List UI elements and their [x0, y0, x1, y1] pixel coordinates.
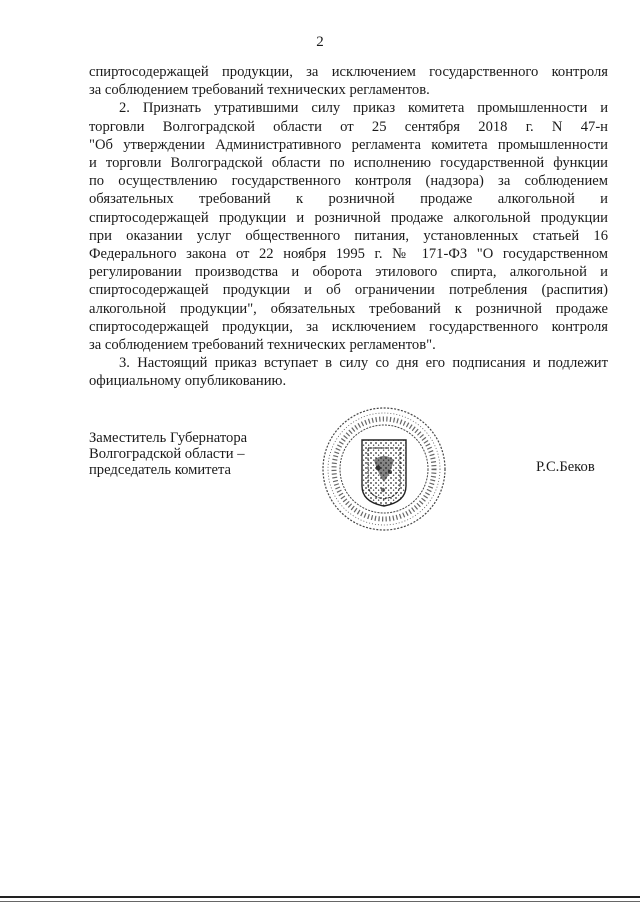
body-line: спиртосодержащей продукции, за исключением государственного контроля	[89, 64, 608, 80]
body-line: 3. Настоящий приказ вступает в силу со дня его подписания и подлежит	[119, 355, 608, 372]
body-line: Федерального закона от 22 ноября 1995 г. № 171-ФЗ "О государственном	[89, 246, 608, 263]
bottom-scan-edge-inner	[0, 901, 640, 902]
body-line: и торговли Волгоградской области по исполнению государственной функции	[89, 155, 608, 172]
body-line: 2. Признать утратившими силу приказ комитета промышленности и	[119, 100, 608, 117]
body-line: "Об утверждении Административного регламента комитета промышленности	[89, 136, 608, 153]
signatory-position-line: Волгоградской области –	[89, 446, 245, 462]
signatory-name: Р.С.Беков	[536, 459, 595, 475]
official-seal-icon	[320, 402, 448, 536]
body-line: спиртосодержащей продукции, за исключением государственного контроля	[89, 318, 608, 335]
body-line: официальному опубликованию.	[89, 373, 287, 390]
body-line: за соблюдением требований технических регламентов".	[89, 337, 436, 354]
body-line: по осуществлению государственного контроля (надзора) за соблюдением	[89, 173, 608, 190]
body-line: торговли Волгоградской области от 25 сентября 2018 г. N 47-н	[89, 118, 608, 135]
body-line: за соблюдением требований технических регламентов.	[89, 82, 430, 99]
body-line: при оказании услуг общественного питания, установленных статьей 16	[89, 227, 608, 244]
body-line: алкогольной продукции", обязательных требований к розничной продаже	[89, 300, 608, 317]
bottom-scan-edge	[0, 896, 640, 898]
document-body	[89, 63, 608, 391]
signatory-position	[89, 430, 247, 478]
body-line: регулировании производства и оборота этилового спирта, алкогольной и	[89, 264, 608, 281]
body-line: спиртосодержащей продукции и розничной продаже алкогольной продукции	[89, 209, 608, 226]
page-number: 2	[316, 34, 324, 50]
body-line: спиртосодержащей продукции и об ограничении потребления (распития)	[89, 282, 608, 299]
body-line: обязательных требований к розничной продаже алкогольной и	[89, 191, 608, 208]
signatory-position-line: председатель комитета	[89, 462, 232, 478]
signatory-position-line: Заместитель Губернатора	[89, 430, 248, 446]
